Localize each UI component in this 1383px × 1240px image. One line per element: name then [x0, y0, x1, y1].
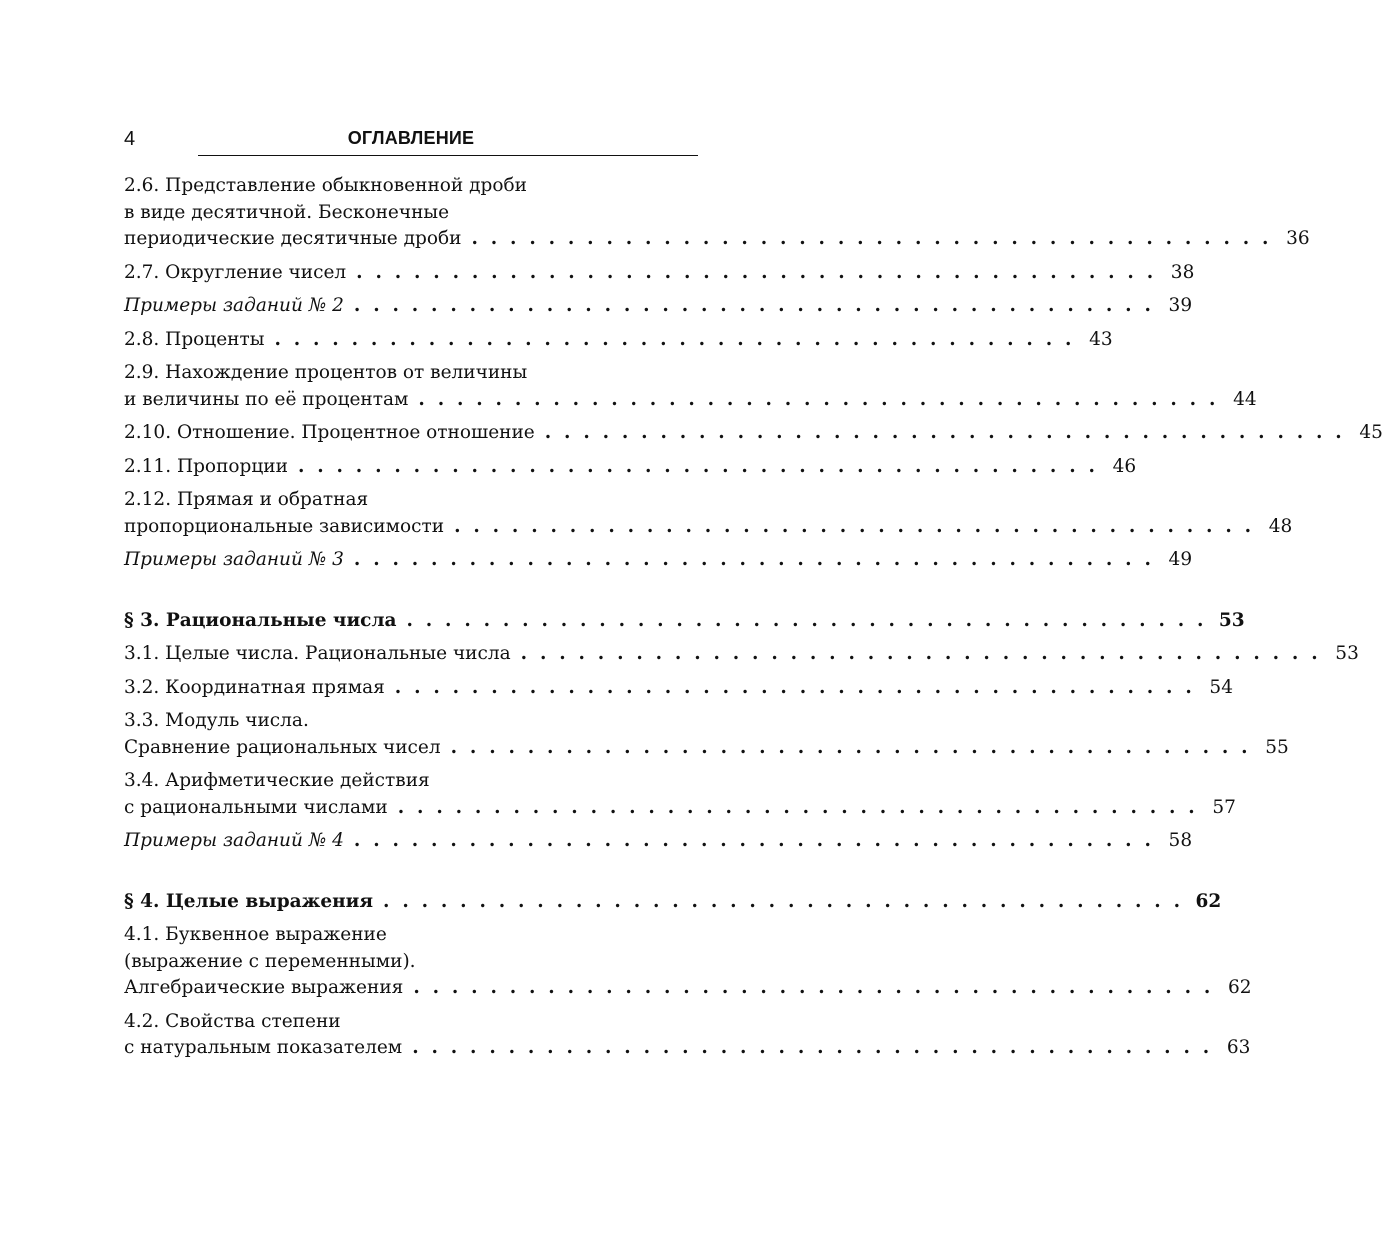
- toc-entry[interactable]: [124, 327, 1113, 354]
- toc-page-number: 49: [1168, 549, 1193, 570]
- dot-leader: . . . . . . . . . . . . . . . . . . . . . . . . . . . . . . . . . . . . . . . . . .: [353, 830, 1155, 851]
- dot-leader: . . . . . . . . . . . . . . . . . . . . . . . . . . . . . . . . . . . . . . . . . .: [383, 890, 1184, 912]
- dot-leader: . . . . . . . . . . . . . . . . . . . . . . . . . . . . . . . . . . . . . . . . . .: [353, 549, 1155, 570]
- dot-leader: . . . . . . . . . . . . . . . . . . . . . . . . . . . . . . . . . . . . . . . . . .: [520, 643, 1321, 664]
- toc-line: [124, 608, 1245, 635]
- toc-line: [124, 200, 698, 227]
- toc-entry[interactable]: [124, 708, 1289, 761]
- toc-entry-title: 2.8. Проценты: [124, 328, 265, 350]
- toc-page-number: 53: [1218, 609, 1245, 631]
- toc-page-number: 54: [1209, 676, 1233, 698]
- page-header: [124, 122, 698, 162]
- toc-examples-entry[interactable]: [124, 547, 1193, 574]
- toc-line: [124, 487, 698, 514]
- toc-page-number: 38: [1170, 261, 1195, 283]
- toc-entry-title: 2.9. Нахождение процентов от величины: [124, 362, 528, 383]
- toc-line: [124, 1035, 1251, 1062]
- toc-line: [124, 420, 1383, 447]
- toc-entry-title: с рациональными числами: [124, 796, 388, 818]
- toc-page-number: 55: [1265, 736, 1289, 758]
- toc-entry-title: Примеры заданий № 4: [124, 830, 344, 851]
- toc-line: [124, 454, 1137, 481]
- toc-entry[interactable]: [124, 922, 1252, 1002]
- toc-entry-title: 3.2. Координатная прямая: [124, 676, 385, 698]
- running-title: ОГЛАВЛЕНИЕ: [347, 128, 475, 148]
- toc-line: [124, 293, 1193, 320]
- toc-line: [124, 360, 698, 387]
- dot-leader: . . . . . . . . . . . . . . . . . . . . . . . . . . . . . . . . . . . . . . . . . .: [356, 261, 1157, 283]
- toc-entry-title: 2.10. Отношение. Процентное отношение: [124, 422, 535, 443]
- toc-line: [124, 949, 698, 976]
- toc-page-number: 48: [1268, 515, 1293, 537]
- toc-entry-title: Сравнение рациональных чисел: [124, 736, 441, 758]
- toc-page-number: 44: [1233, 388, 1257, 410]
- toc-entry-title: Примеры заданий № 3: [124, 549, 344, 570]
- dot-leader: . . . . . . . . . . . . . . . . . . . . . . . . . . . . . . . . . . . . . . . . . .: [297, 455, 1099, 477]
- toc-section-entry[interactable]: [124, 889, 1222, 916]
- toc-examples-entry[interactable]: [124, 828, 1193, 855]
- dot-leader: . . . . . . . . . . . . . . . . . . . . . . . . . . . . . . . . . . . . . . . . . .: [412, 1037, 1213, 1058]
- toc-entry-title: периодические десятичные дроби: [124, 228, 462, 249]
- toc-entry[interactable]: [124, 487, 1293, 540]
- toc-section-entry[interactable]: [124, 608, 1245, 635]
- toc-entry-title: 4.1. Буквенное выражение: [124, 924, 387, 945]
- toc-line: [124, 226, 1310, 253]
- header-rule: [198, 155, 698, 156]
- toc-page-number: 62: [1195, 890, 1222, 912]
- toc-line: [124, 889, 1222, 916]
- toc-entry-title: (выражение с переменными).: [124, 950, 416, 972]
- toc-line: [124, 708, 698, 735]
- toc-page-number: 39: [1168, 295, 1193, 316]
- toc-entry-title: Алгебраические выражения: [124, 977, 404, 998]
- toc-line: [124, 327, 1113, 354]
- toc-examples-entry[interactable]: [124, 293, 1193, 320]
- toc-entry[interactable]: [124, 1009, 1251, 1062]
- toc-entry[interactable]: [124, 768, 1236, 821]
- toc-page-number: 53: [1335, 643, 1359, 664]
- toc-line: [124, 1009, 698, 1036]
- toc-page-number: 45: [1359, 422, 1383, 443]
- toc-line: [124, 514, 1293, 541]
- dot-leader: . . . . . . . . . . . . . . . . . . . . . . . . . . . . . . . . . . . . . . . . . .: [397, 796, 1198, 818]
- toc-page-number: 62: [1227, 977, 1252, 998]
- toc-line: [124, 387, 1257, 414]
- toc-entry-title: 3.4. Арифметические действия: [124, 770, 430, 791]
- dot-leader: . . . . . . . . . . . . . . . . . . . . . . . . . . . . . . . . . . . . . . . . . .: [274, 328, 1075, 350]
- toc-line: [124, 922, 698, 949]
- toc-entry[interactable]: [124, 675, 1233, 702]
- table-of-contents: [124, 173, 1383, 1069]
- toc-entry-title: 4.2. Свойства степени: [124, 1010, 341, 1032]
- dot-leader: . . . . . . . . . . . . . . . . . . . . . . . . . . . . . . . . . . . . . . . . . .: [413, 977, 1214, 998]
- toc-entry-title: в виде десятичной. Бесконечные: [124, 201, 450, 223]
- dot-leader: . . . . . . . . . . . . . . . . . . . . . . . . . . . . . . . . . . . . . . . . . .: [471, 228, 1272, 249]
- dot-leader: . . . . . . . . . . . . . . . . . . . . . . . . . . . . . . . . . . . . . . . . . .: [418, 388, 1219, 410]
- toc-entry[interactable]: [124, 420, 1383, 447]
- toc-page-number: 46: [1112, 455, 1137, 477]
- toc-entry-title: Примеры заданий № 2: [124, 295, 344, 316]
- dot-leader: . . . . . . . . . . . . . . . . . . . . . . . . . . . . . . . . . . . . . . . . . .: [353, 295, 1155, 316]
- toc-entry-title: 3.3. Модуль числа.: [124, 710, 309, 731]
- toc-line: [124, 735, 1289, 762]
- toc-entry-title: пропорциональные зависимости: [124, 515, 445, 537]
- toc-entry[interactable]: [124, 641, 1359, 668]
- toc-line: [124, 675, 1233, 702]
- dot-leader: . . . . . . . . . . . . . . . . . . . . . . . . . . . . . . . . . . . . . . . . . .: [454, 515, 1255, 537]
- toc-entry-title: и величины по её процентам: [124, 388, 409, 410]
- toc-page-number: 57: [1212, 796, 1236, 818]
- toc-page-number: 63: [1226, 1037, 1251, 1058]
- dot-leader: . . . . . . . . . . . . . . . . . . . . . . . . . . . . . . . . . . . . . . . . . .: [450, 736, 1251, 758]
- toc-entry[interactable]: [124, 260, 1195, 287]
- toc-entry-title: 3.1. Целые числа. Рациональные числа: [124, 643, 511, 664]
- toc-line: [124, 828, 1193, 855]
- toc-line: [124, 260, 1195, 287]
- toc-entry[interactable]: [124, 173, 1310, 253]
- toc-entry-title: 2.12. Прямая и обратная: [124, 489, 369, 510]
- dot-leader: . . . . . . . . . . . . . . . . . . . . . . . . . . . . . . . . . . . . . . . . . .: [544, 422, 1345, 443]
- toc-line: [124, 173, 698, 200]
- toc-page-number: 58: [1168, 830, 1193, 851]
- toc-entry-title: 2.11. Пропорции: [124, 455, 288, 477]
- toc-entry-title: 2.7. Округление чисел: [124, 261, 347, 283]
- dot-leader: . . . . . . . . . . . . . . . . . . . . . . . . . . . . . . . . . . . . . . . . . .: [394, 676, 1195, 698]
- page-number: 4: [124, 128, 136, 150]
- toc-entry[interactable]: [124, 454, 1137, 481]
- toc-line: [124, 975, 1252, 1002]
- toc-entry-title: § 3. Рациональные числа: [124, 609, 397, 631]
- toc-page-number: 36: [1286, 228, 1310, 249]
- toc-line: [124, 768, 698, 795]
- toc-entry[interactable]: [124, 360, 1257, 413]
- toc-entry-title: с натуральным показателем: [124, 1037, 403, 1058]
- toc-line: [124, 641, 1359, 668]
- dot-leader: . . . . . . . . . . . . . . . . . . . . . . . . . . . . . . . . . . . . . . . . . .: [406, 609, 1207, 631]
- toc-entry-title: 2.6. Представление обыкновенной дроби: [124, 175, 527, 196]
- toc-line: [124, 547, 1193, 574]
- toc-line: [124, 795, 1236, 822]
- toc-page-number: 43: [1089, 328, 1113, 350]
- toc-entry-title: § 4. Целые выражения: [124, 890, 374, 912]
